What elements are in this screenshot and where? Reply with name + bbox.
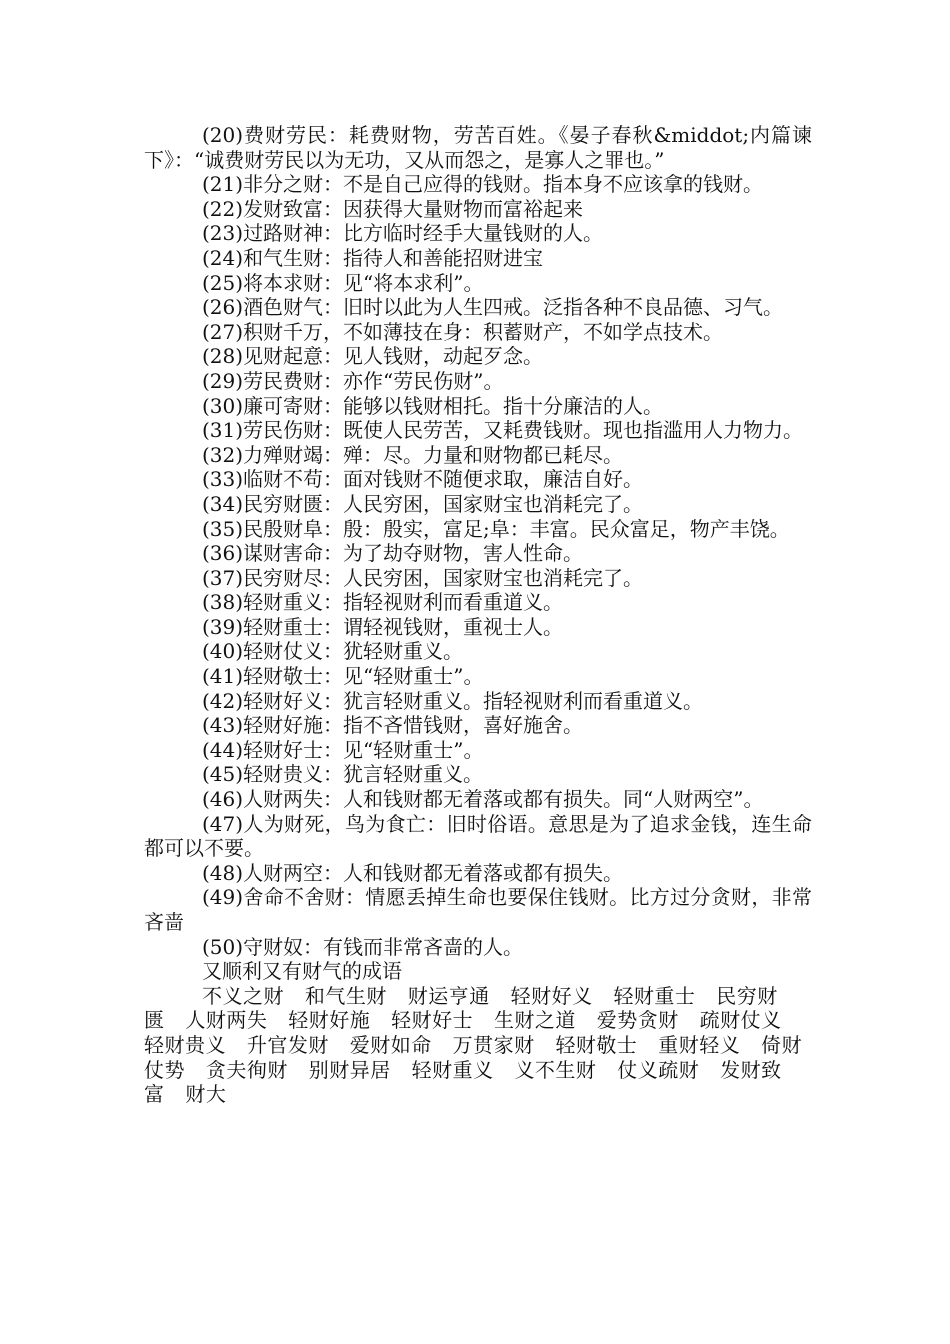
idiom-entry <box>144 344 812 369</box>
idiom-entry <box>144 123 812 172</box>
entry-text: 人为财死，鸟为食亡：旧时俗语。意思是为了追求金钱，连生命都可以不要。 <box>144 811 812 861</box>
idiom-item: 升官发财 <box>246 1032 329 1057</box>
entry-text: 民穷财匮：人民穷困，国家财宝也消耗完了。 <box>243 491 644 516</box>
entry-number: (46) <box>202 787 244 812</box>
entry-number: (30) <box>202 393 244 418</box>
idiom-item: 仗义疏财 <box>617 1057 700 1082</box>
entry-number: (26) <box>202 295 244 320</box>
idiom-entry <box>144 590 812 615</box>
idiom-entry <box>144 320 812 345</box>
idiom-item: 生财之道 <box>493 1008 576 1033</box>
entry-number: (23) <box>202 221 244 246</box>
idiom-entry <box>144 541 812 566</box>
entry-text: 劳民费财：亦作“劳民伤财”。 <box>243 368 504 393</box>
idiom-entry <box>144 812 812 861</box>
idiom-item: 万贯家财 <box>452 1032 535 1057</box>
entry-text: 发财致富：因获得大量财物而富裕起来 <box>243 196 584 221</box>
entry-number: (27) <box>202 319 244 344</box>
idiom-entry <box>144 295 812 320</box>
entry-number: (32) <box>202 442 244 467</box>
idiom-entry <box>144 885 812 934</box>
idiom-entry <box>144 394 812 419</box>
idiom-entry <box>144 369 812 394</box>
idiom-entry <box>144 639 812 664</box>
entry-text: 轻财重义：指轻视财利而看重道义。 <box>243 590 564 615</box>
entry-number: (37) <box>202 565 244 590</box>
entry-number: (20) <box>202 123 244 147</box>
idiom-entry <box>144 787 812 812</box>
entry-text: 费财劳民：耗费财物，劳苦百姓。《晏子春秋&middot;内篇谏下》：“诚费财劳民以为无功，又从而怨之，是寡人之罪也。” <box>144 123 812 172</box>
idiom-item: 疏财仗义 <box>699 1008 782 1033</box>
entry-text: 劳民伤财：既使人民劳苦，又耗费钱财。现也指滥用人力物力。 <box>243 418 804 443</box>
idiom-entry <box>144 467 812 492</box>
idiom-entry <box>144 197 812 222</box>
idiom-entry <box>144 517 812 542</box>
entry-text: 守财奴：有钱而非常吝啬的人。 <box>243 934 524 959</box>
idiom-entry <box>144 246 812 271</box>
entry-number: (22) <box>202 196 244 221</box>
entry-text: 酒色财气：旧时以此为人生四戒。泛指各种不良品德、习气。 <box>243 295 784 320</box>
idiom-item: 民穷财匮 <box>144 983 778 1033</box>
entry-text: 人财两失：人和钱财都无着落或都有损失。同“人财两空”。 <box>243 787 764 812</box>
idiom-item: 不义之财 <box>202 983 284 1008</box>
entry-number: (41) <box>202 664 244 689</box>
entry-text: 人财两空：人和钱财都无着落或都有损失。 <box>243 860 624 885</box>
entry-text: 将本求财：见“将本求利”。 <box>243 270 484 295</box>
idiom-item: 和气生财 <box>304 983 387 1008</box>
idiom-entry <box>144 664 812 689</box>
idiom-item: 倚财仗势 <box>144 1032 803 1082</box>
idiom-item: 财运亨通 <box>407 983 490 1008</box>
entry-number: (21) <box>202 172 244 197</box>
idiom-entry <box>144 566 812 591</box>
entry-text: 临财不苟：面对钱财不随便求取，廉洁自好。 <box>243 467 644 492</box>
idiom-entry <box>144 738 812 763</box>
idiom-item: 爱财如命 <box>349 1032 432 1057</box>
entry-number: (38) <box>202 590 244 615</box>
entry-text: 谋财害命：为了劫夺财物，害人性命。 <box>243 541 584 566</box>
document-page <box>144 123 812 1107</box>
idiom-item: 轻财好士 <box>391 1008 474 1033</box>
idiom-item: 轻财好施 <box>288 1008 371 1033</box>
idiom-item: 轻财贵义 <box>144 1032 226 1057</box>
entry-number: (48) <box>202 860 244 885</box>
entry-number: (36) <box>202 541 244 566</box>
entry-text: 廉可寄财：能够以钱财相托。指十分廉洁的人。 <box>243 393 664 418</box>
entry-text: 轻财敬士：见“轻财重士”。 <box>243 664 484 689</box>
idiom-entry <box>144 762 812 787</box>
entry-number: (40) <box>202 639 244 664</box>
idiom-entry <box>144 861 812 886</box>
entry-number: (34) <box>202 491 244 516</box>
entry-number: (33) <box>202 467 244 492</box>
idiom-item: 轻财敬士 <box>555 1032 638 1057</box>
entry-number: (24) <box>202 245 244 270</box>
entry-number: (45) <box>202 762 244 787</box>
entry-text: 民穷财尽：人民穷困，国家财宝也消耗完了。 <box>243 565 644 590</box>
idiom-item: 轻财好义 <box>510 983 593 1008</box>
entry-text: 轻财重士：谓轻视钱财，重视士人。 <box>243 614 564 639</box>
idiom-entry <box>144 615 812 640</box>
idiom-item: 重财轻义 <box>658 1032 741 1057</box>
idiom-entry <box>144 172 812 197</box>
idiom-entry <box>144 271 812 296</box>
entry-text: 轻财贵义：犹言轻财重义。 <box>243 762 484 787</box>
entry-number: (49) <box>202 885 244 910</box>
entry-number: (42) <box>202 688 244 713</box>
entry-text: 过路财神：比方临时经手大量钱财的人。 <box>243 221 604 246</box>
entry-number: (25) <box>202 270 244 295</box>
entry-number: (39) <box>202 614 244 639</box>
section-heading: 又顺利又有财气的成语 <box>202 959 402 984</box>
entry-text: 舍命不舍财：情愿丢掉生命也要保住钱财。比方过分贪财，非常吝啬 <box>144 885 812 934</box>
idiom-item: 义不生财 <box>514 1057 597 1082</box>
entry-text: 非分之财：不是自己应得的钱财。指本身不应该拿的钱财。 <box>243 172 764 197</box>
entry-text: 轻财仗义：犹轻财重义。 <box>243 639 464 664</box>
entry-number: (29) <box>202 368 244 393</box>
idiom-item: 人财两失 <box>185 1008 268 1033</box>
entry-number: (43) <box>202 713 244 738</box>
entry-text: 轻财好士：见“轻财重士”。 <box>243 737 484 762</box>
idiom-item: 轻财重士 <box>613 983 696 1008</box>
idiom-item: 别财异居 <box>308 1057 391 1082</box>
entry-text: 力殚财竭：殚：尽。力量和财物都已耗尽。 <box>243 442 624 467</box>
idiom-entry <box>144 492 812 517</box>
idiom-entry <box>144 689 812 714</box>
idiom-entry <box>144 713 812 738</box>
idiom-entry <box>144 418 812 443</box>
idiom-item: 财大 <box>185 1082 227 1107</box>
entry-number: (28) <box>202 344 244 369</box>
idiom-entry <box>144 443 812 468</box>
entry-number: (47) <box>202 811 244 836</box>
idiom-item: 发财致富 <box>144 1057 782 1107</box>
entry-text: 轻财好义：犹言轻财重义。指轻视财利而看重道义。 <box>243 688 704 713</box>
entry-number: (44) <box>202 737 244 762</box>
idiom-item: 爱势贪财 <box>596 1008 679 1033</box>
entry-text: 积财千万，不如薄技在身：积蓄财产，不如学点技术。 <box>243 319 724 344</box>
entry-number: (31) <box>202 418 244 443</box>
entry-text: 见财起意：见人钱财，动起歹念。 <box>243 344 544 369</box>
entry-text: 民殷财阜：殷：殷实，富足;阜：丰富。民众富足，物产丰饶。 <box>243 516 790 541</box>
idiom-item: 贪夫徇财 <box>205 1057 288 1082</box>
entry-number: (35) <box>202 516 244 541</box>
entry-text: 和气生财：指待人和善能招财进宝 <box>243 245 544 270</box>
idiom-entry <box>144 935 812 960</box>
idiom-entries-list <box>144 123 812 959</box>
entry-text: 轻财好施：指不吝惜钱财，喜好施舍。 <box>243 713 584 738</box>
entry-number: (50) <box>202 934 244 959</box>
idiom-entry <box>144 221 812 246</box>
idiom-list <box>144 984 812 1107</box>
idiom-item: 轻财重义 <box>411 1057 494 1082</box>
